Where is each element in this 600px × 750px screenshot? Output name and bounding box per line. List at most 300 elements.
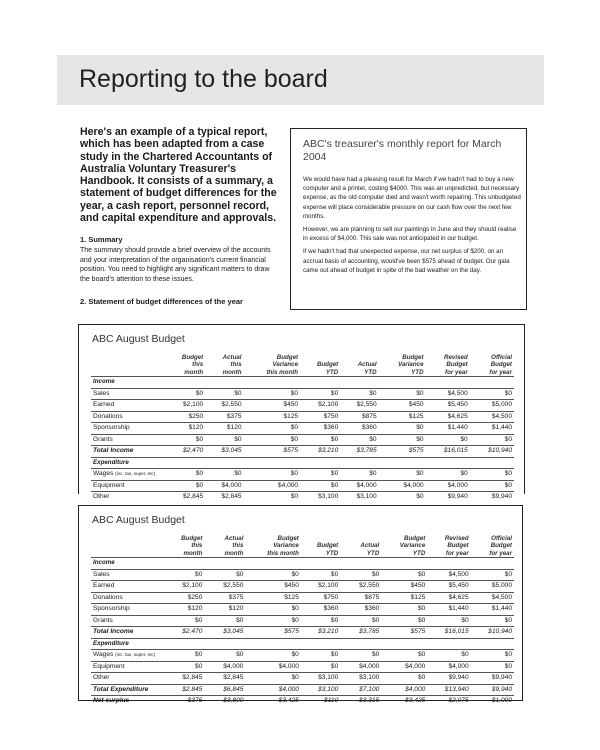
column-header-line: Variance [272, 361, 299, 369]
table-cell: $0 [245, 615, 300, 627]
table-cell: $0 [340, 650, 381, 662]
column-header-line: Budget [181, 535, 203, 543]
table-cell: $575 [244, 446, 301, 458]
row-label-text: Other [93, 674, 110, 682]
column-header [204, 533, 245, 558]
table-cell: $2,075 [448, 697, 469, 705]
table-cell: $13,940 [427, 684, 470, 696]
table-cell: $450 [244, 400, 301, 412]
summary-heading: 1. Summary [80, 235, 123, 244]
table-cell: $0 [245, 604, 300, 616]
table-cell: $5,450 [426, 400, 470, 412]
table-row [91, 592, 514, 604]
row-label [91, 581, 165, 593]
row-label [91, 492, 165, 503]
table-cell: $3,100 [301, 684, 340, 696]
table-cell: $4,000 [340, 480, 378, 492]
table-row [91, 388, 514, 400]
table-cell: $0 [340, 569, 381, 581]
row-label [91, 411, 165, 423]
table-cell: $0 [301, 569, 340, 581]
table-row [91, 661, 514, 673]
table-cell: -$3,800 [221, 697, 244, 705]
table-cell: $360 [340, 604, 381, 616]
table-row [91, 492, 514, 503]
table-cell: $0 [426, 469, 470, 481]
column-header-line: Budget [181, 354, 204, 362]
row-label [91, 650, 165, 662]
table-cell: $3,045 [204, 627, 245, 639]
table-cell: $0 [381, 650, 427, 662]
row-label-text: Net surplus [93, 697, 130, 705]
table-cell: $0 [471, 650, 514, 662]
table-cell: $750 [300, 411, 340, 423]
table-cell: $0 [340, 388, 378, 400]
table-cell: $9,940 [447, 493, 468, 501]
table-cell: $2,550 [340, 581, 381, 593]
table-cell: $125 [379, 411, 426, 423]
table-cell: $575 [379, 446, 426, 458]
table-cell: $0 [381, 604, 427, 616]
table-cell: $3,100 [301, 673, 340, 685]
table-row [91, 615, 514, 627]
table-cell: $0 [300, 388, 340, 400]
row-label [91, 469, 165, 481]
table-cell: $2,100 [301, 581, 340, 593]
table-cell: $360 [340, 423, 378, 435]
column-header-line: for year [489, 368, 512, 376]
table-cell: $0 [301, 661, 340, 673]
column-header-line: Actual [222, 354, 242, 362]
row-label-text: Sales [93, 389, 110, 397]
table-cell: $3,210 [300, 446, 340, 458]
column-header-line: Budget [316, 542, 339, 550]
table-row [91, 411, 514, 423]
column-header-line: month [183, 549, 203, 557]
report-paragraph: If we hadn't had that unexpected expense, our net surplus of $200, on an accrual basis of accounting, would've been $575 ahead of budget. Our gala came out ahead of budget in spite of the bad weather on the day. [303, 248, 510, 274]
report-paragraph: However, we are planning to sell our paintings in June and they should realise in excess of $4,000. This sale was not anticipated in our budget. [303, 226, 517, 243]
table-row [91, 650, 514, 662]
row-label-text: Grants [93, 616, 113, 624]
table-cell: $2,550 [205, 400, 243, 412]
row-label-text: Total Expenditure [93, 685, 149, 693]
table-cell: $4,000 [379, 480, 426, 492]
column-header-line: Variance [397, 361, 424, 369]
table-cell: $0 [165, 480, 205, 492]
table-cell: $2,550 [340, 400, 378, 412]
column-header-line: YTD [364, 368, 377, 376]
title-bar [57, 55, 544, 105]
table-cell: $0 [204, 615, 245, 627]
table-cell: $3,045 [205, 446, 243, 458]
table-cell: $360 [300, 423, 340, 435]
row-label-note: (inc. tax, super, etc) [115, 652, 156, 658]
table-cell: $0 [301, 650, 340, 662]
row-label [91, 388, 165, 400]
table-cell: $3,785 [340, 627, 381, 639]
column-header-line: for year [445, 368, 468, 376]
table-row [91, 480, 514, 492]
income-section-row [91, 558, 514, 570]
table-cell: $0 [340, 434, 378, 446]
budget-table-2 [78, 505, 523, 705]
row-label-text: Other [93, 493, 110, 501]
table-cell: $0 [300, 480, 340, 492]
table-cell: $250 [165, 592, 204, 604]
table-cell: $2,845 [165, 673, 204, 685]
net-surplus-row [91, 696, 514, 707]
column-header-line: Variance [273, 542, 299, 550]
column-header-line: Budget [490, 361, 512, 369]
table-cell: $0 [204, 650, 245, 662]
table-cell: $4,500 [427, 569, 470, 581]
table-cell: -$3,315 [356, 697, 380, 705]
column-header-line: for year [489, 549, 512, 557]
table-cell: $575 [381, 627, 427, 639]
row-label [91, 592, 165, 604]
column-header [427, 533, 470, 558]
column-header-line: this [230, 361, 242, 369]
column-header-line: Actual [357, 361, 377, 369]
table-cell: $4,500 [470, 411, 514, 423]
table-cell: $1,440 [471, 604, 514, 616]
table-cell: $0 [471, 569, 514, 581]
column-header-line: this [232, 542, 244, 550]
table-row [91, 469, 514, 481]
table-cell: $7,100 [340, 684, 381, 696]
report-paragraph: We would have had a pleasing result for March if we hadn't had to buy a new computer and a printer, costing $4000. This was an unpredicted, but necessary expense, as the old computer died and wasn't worth repairing. This unbudgeted expense will place considerable pressure on our cash flow over the next few months. [303, 176, 521, 220]
table-cell: -$375 [185, 697, 203, 705]
table-cell: $2,100 [300, 400, 340, 412]
row-label [91, 696, 165, 707]
row-label [91, 684, 165, 696]
total-income-row [91, 446, 514, 458]
table-row [91, 673, 514, 685]
table-cell: $0 [165, 650, 204, 662]
table-cell: $0 [205, 434, 243, 446]
column-header-line: YTD [411, 368, 424, 376]
row-label-text: Total Income [93, 447, 134, 455]
budget-table-1 [78, 324, 525, 501]
column-header-line: YTD [366, 549, 380, 557]
row-label [91, 615, 165, 627]
table-cell: $2,470 [165, 446, 205, 458]
column-header-line: month [222, 368, 242, 376]
row-label-text: Total Income [93, 628, 134, 636]
column-header [381, 533, 427, 558]
column-header [379, 352, 426, 377]
table-cell: $0 [301, 615, 340, 627]
column-header-line: Revised [444, 354, 468, 362]
table-cell: $0 [381, 569, 427, 581]
table-cell: $4,000 [381, 684, 427, 696]
section-label: Income [91, 377, 514, 389]
table-cell: $2,845 [221, 493, 242, 501]
table-cell: $2,845 [204, 673, 245, 685]
row-label [91, 423, 165, 435]
table-cell: $4,000 [245, 661, 300, 673]
table-cell: $0 [381, 615, 427, 627]
budget-grid [91, 533, 514, 707]
table-cell: -$3,425 [402, 697, 426, 705]
table-cell: $0 [470, 480, 514, 492]
table-cell: $125 [381, 592, 427, 604]
row-label-text: Grants [93, 435, 113, 443]
row-label [91, 569, 165, 581]
column-header-line: month [184, 368, 204, 376]
column-header-line: Official [491, 354, 512, 362]
table-cell: $4,000 [205, 480, 243, 492]
column-header-line: Budget [277, 535, 299, 543]
column-header-line: Budget [276, 354, 299, 362]
table-cell: $2,100 [165, 400, 205, 412]
table-cell: $3,210 [301, 627, 340, 639]
column-header [165, 533, 204, 558]
column-header-line: Budget [490, 542, 512, 550]
column-header [470, 352, 514, 377]
table-row [91, 604, 514, 616]
table-cell: $0 [165, 615, 204, 627]
table-cell: $0 [379, 434, 426, 446]
table-cell: $120 [204, 604, 245, 616]
row-label-text: Sponsorship [93, 605, 130, 613]
column-header [340, 533, 381, 558]
column-header-line: this month [266, 368, 299, 376]
expenditure-section-row [91, 457, 514, 469]
table-cell: $0 [244, 434, 301, 446]
table-cell: $4,000 [204, 661, 245, 673]
column-header-line: for year [445, 549, 469, 557]
table-row [91, 434, 514, 446]
row-label-text: Sponsorship [93, 424, 130, 432]
column-header-line: this month [267, 549, 299, 557]
table-cell: $3,100 [340, 673, 381, 685]
column-header-line: month [224, 549, 244, 557]
table-cell: $1,440 [426, 423, 470, 435]
income-section-row [91, 377, 514, 389]
column-header-line: YTD [412, 549, 426, 557]
table-cell: $575 [245, 627, 300, 639]
table-cell: $450 [379, 400, 426, 412]
treasurer-report-title: ABC's treasurer's monthly report for March 2004 [303, 138, 502, 163]
row-label-text: Equipment [93, 662, 125, 670]
table-cell: $110 [324, 697, 339, 705]
column-header-line: Budget [316, 361, 339, 369]
table-cell: $2,470 [165, 627, 204, 639]
table-cell: $1,000 [491, 697, 512, 705]
table-cell: $4,000 [244, 480, 301, 492]
table-row [91, 569, 514, 581]
intro-paragraph: Here's an example of a typical report, which has been adapted from a case study in the Chartered Accountants of Australia Voluntary Treasurer's Handbook. It consists of a summary, a statement of budget differences for the year, a cash report, personnel record, and capital expenditure and approvals. [80, 126, 277, 225]
row-label-text: Donations [93, 593, 123, 601]
table-cell: $9,940 [471, 684, 514, 696]
table-cell: $4,000 [381, 661, 427, 673]
table-cell: $0 [245, 650, 300, 662]
table-cell: $0 [471, 615, 514, 627]
row-label-text: Equipment [93, 481, 125, 489]
table-cell: $0 [245, 673, 300, 685]
row-label [91, 446, 165, 458]
column-header [244, 352, 301, 377]
table-cell: $4,500 [471, 592, 514, 604]
total-income-row [91, 627, 514, 639]
column-header-line: Budget [403, 535, 426, 543]
table-row [91, 423, 514, 435]
column-header [340, 352, 378, 377]
treasurer-report-box [290, 128, 527, 310]
table-cell: $120 [165, 423, 205, 435]
table-cell: $16,015 [427, 627, 470, 639]
table-cell: $5,450 [427, 581, 470, 593]
row-label-text: Earned [93, 401, 115, 409]
table-cell: $2,100 [165, 581, 204, 593]
table-cell: $6,845 [204, 684, 245, 696]
table-cell: $2,550 [204, 581, 245, 593]
row-label-text: Wages [93, 651, 114, 659]
table-cell: $5,000 [471, 581, 514, 593]
table-row [91, 581, 514, 593]
table-cell: $4,000 [426, 480, 470, 492]
column-header-line: Official [491, 535, 512, 543]
column-header-line: Actual [360, 542, 380, 550]
table-cell: $0 [165, 388, 205, 400]
budget-grid [91, 352, 514, 503]
table-cell: $9,940 [427, 673, 470, 685]
table-cell: $0 [470, 388, 514, 400]
column-header-line: Budget [402, 354, 424, 362]
header-row [91, 352, 514, 377]
row-label-header [91, 352, 165, 377]
table-cell: $375 [204, 592, 245, 604]
table-cell: $9,940 [491, 493, 512, 501]
column-header [301, 533, 340, 558]
table-cell: $4,000 [427, 661, 470, 673]
section-label: Expenditure [91, 457, 514, 469]
table-cell: $0 [471, 661, 514, 673]
table-cell: $750 [301, 592, 340, 604]
table-cell: $16,015 [426, 446, 470, 458]
table-cell: $0 [205, 388, 243, 400]
table-cell: $0 [427, 650, 470, 662]
table-cell: $120 [205, 423, 243, 435]
table-cell: $3,100 [318, 493, 339, 501]
total-expenditure-row [91, 684, 514, 696]
table-cell: $0 [244, 423, 301, 435]
column-header [205, 352, 243, 377]
row-label-text: Earned [93, 582, 115, 590]
table-cell: $0 [204, 569, 245, 581]
row-label [91, 400, 165, 412]
column-header-line: Variance [399, 542, 426, 550]
column-header-line: this [191, 542, 203, 550]
column-header [471, 533, 514, 558]
column-header-line: this [192, 361, 204, 369]
table-cell: $0 [300, 434, 340, 446]
table-cell: $0 [379, 469, 426, 481]
header-row [91, 533, 514, 558]
column-header [300, 352, 340, 377]
table-cell: $0 [427, 615, 470, 627]
page-title: Reporting to the board [79, 65, 328, 93]
table-cell: $0 [165, 569, 204, 581]
table-cell: $4,625 [426, 411, 470, 423]
table-row [91, 400, 514, 412]
row-label-text: Wages [93, 470, 114, 478]
column-header [245, 533, 300, 558]
table-cell: $125 [245, 592, 300, 604]
table-cell: $450 [381, 581, 427, 593]
row-label [91, 673, 165, 685]
table-cell: $450 [245, 581, 300, 593]
table-cell: $2,845 [165, 684, 204, 696]
budget-title: ABC August Budget [92, 333, 185, 345]
table-cell: $0 [165, 434, 205, 446]
table-cell: $875 [340, 592, 381, 604]
column-header-line: Budget [446, 361, 468, 369]
table-cell: $0 [165, 661, 204, 673]
table-cell: $3,100 [356, 493, 377, 501]
table-cell: $10,940 [470, 446, 514, 458]
column-header [165, 352, 205, 377]
row-label [91, 627, 165, 639]
table-cell: $4,000 [245, 684, 300, 696]
table-cell: $0 [290, 493, 299, 501]
column-header-line: Actual [224, 535, 244, 543]
column-header-line: Revised [444, 535, 469, 543]
table-cell: $0 [470, 434, 514, 446]
table-cell: $1,440 [427, 604, 470, 616]
table-cell: $0 [340, 469, 378, 481]
expenditure-section-row [91, 638, 514, 650]
table-cell: -$3,425 [276, 697, 299, 705]
row-label [91, 661, 165, 673]
row-label [91, 434, 165, 446]
table-cell: $875 [340, 411, 378, 423]
table-cell: $0 [245, 569, 300, 581]
table-cell: $0 [381, 673, 427, 685]
table-cell: $5,000 [470, 400, 514, 412]
section-label: Expenditure [91, 638, 514, 650]
table-cell: $1,440 [470, 423, 514, 435]
table-cell: $0 [205, 469, 243, 481]
table-cell: $120 [165, 604, 204, 616]
table-cell: $0 [426, 434, 470, 446]
summary-body: The summary should provide a brief overview of the accounts and your interpretation of the organisation's current financial position. You need to highlight any significant matters to draw the board's attention to these issues. [80, 247, 271, 283]
table-cell: $0 [379, 423, 426, 435]
row-label-text: Donations [93, 412, 123, 420]
column-header [426, 352, 470, 377]
row-label-text: Sales [93, 570, 110, 578]
table-cell: $0 [244, 388, 301, 400]
table-cell: $4,500 [426, 388, 470, 400]
column-header-line: YTD [325, 368, 339, 376]
table-cell: $4,625 [427, 592, 470, 604]
row-label-note: (inc. tax, super, etc) [115, 471, 156, 477]
treasurer-report-body [303, 175, 521, 279]
table-cell: $9,940 [471, 673, 514, 685]
row-label [91, 604, 165, 616]
table-cell: $125 [244, 411, 301, 423]
table-cell: $0 [416, 493, 424, 501]
table-cell: $0 [340, 615, 381, 627]
table-cell: $0 [470, 469, 514, 481]
table-cell: $250 [165, 411, 205, 423]
row-label-header [91, 533, 165, 558]
budget-differences-heading: 2. Statement of budget differences of the year [80, 297, 243, 306]
table-cell: $10,940 [471, 627, 514, 639]
table-cell: $4,000 [340, 661, 381, 673]
column-header-line: Budget [447, 542, 469, 550]
